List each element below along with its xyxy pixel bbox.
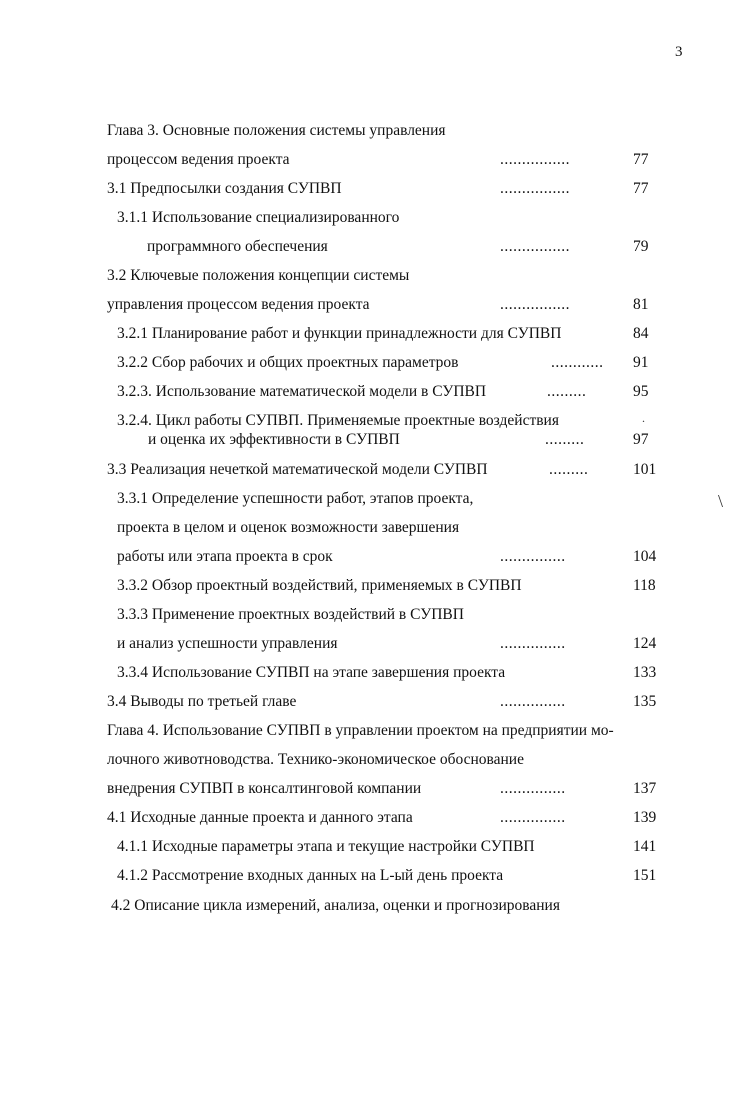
dot-leader: ......... bbox=[549, 461, 589, 478]
dot-leader: ......... bbox=[545, 431, 585, 448]
toc-page-number: 84 bbox=[633, 325, 649, 342]
toc-entry-text: 4.1 Исходные данные проекта и данного этапа bbox=[107, 809, 413, 826]
toc-entry-text: лочного животноводства. Технико-экономическое обоснование bbox=[107, 751, 524, 768]
toc-entry-text: Глава 4. Использование СУПВП в управлении проектом на предприятии мо- bbox=[107, 722, 614, 739]
toc-entry-text: 3.2.2 Сбор рабочих и общих проектных параметров bbox=[117, 354, 459, 371]
page-number: 3 bbox=[675, 44, 683, 60]
toc-entry-text: управления процессом ведения проекта bbox=[107, 296, 370, 313]
toc-entry-text: проекта в целом и оценок возможности завершения bbox=[117, 519, 460, 536]
dot-leader: ................ bbox=[500, 296, 570, 313]
toc-page-number: 91 bbox=[633, 354, 649, 371]
toc-entry-text: 3.3 Реализация нечеткой математической модели СУПВП bbox=[107, 461, 488, 478]
toc-page-number: 104 bbox=[633, 548, 657, 565]
toc-page-number: 77 bbox=[633, 180, 649, 197]
toc-entry-text: 3.3.3 Применение проектных воздействий в СУПВП bbox=[117, 606, 464, 623]
toc-page-number: 151 bbox=[633, 867, 657, 884]
toc-entry-text: 3.2.4. Цикл работы СУПВП. Применяемые проектные воздействия bbox=[117, 412, 559, 429]
toc-page-number: 101 bbox=[633, 461, 657, 478]
dot-leader: ............... bbox=[500, 635, 566, 652]
toc-page-number: 118 bbox=[633, 577, 656, 594]
dot-leader: ............... bbox=[500, 809, 566, 826]
toc-page-number: 79 bbox=[633, 238, 649, 255]
toc-entry-text: внедрения СУПВП в консалтинговой компании bbox=[107, 780, 422, 797]
dot-leader: ................ bbox=[500, 238, 570, 255]
toc-entry-text: работы или этапа проекта в срок bbox=[117, 548, 333, 565]
toc-page-number: 124 bbox=[633, 635, 657, 652]
toc-page-number: 141 bbox=[633, 838, 657, 855]
toc-page-number: 137 bbox=[633, 780, 657, 797]
toc-page-number: 139 bbox=[633, 809, 657, 826]
stray-dot: . bbox=[642, 411, 645, 425]
dot-leader: ............ bbox=[551, 354, 604, 371]
toc-entry-text: и оценка их эффективности в СУПВП bbox=[148, 431, 400, 448]
toc-entry-text: 3.2 Ключевые положения концепции системы bbox=[107, 267, 410, 284]
toc-page-number: 77 bbox=[633, 151, 649, 168]
toc-entry-text: 3.1 Предпосылки создания СУПВП bbox=[107, 180, 342, 197]
dot-leader: ................ bbox=[500, 180, 570, 197]
margin-mark: \ bbox=[718, 491, 724, 511]
dot-leader: ................ bbox=[500, 151, 570, 168]
toc-page-number: 95 bbox=[633, 383, 649, 400]
toc-entry-text: процессом ведения проекта bbox=[107, 151, 290, 168]
toc-entry-text: 4.1.1 Исходные параметры этапа и текущие настройки СУПВП bbox=[117, 838, 535, 855]
toc-entry-text: 3.2.3. Использование математической модели в СУПВП bbox=[117, 383, 487, 400]
toc-page-number: 135 bbox=[633, 693, 657, 710]
toc-entry-text: 3.3.1 Определение успешности работ, этапов проекта, bbox=[117, 490, 474, 507]
toc-page-number: 81 bbox=[633, 296, 649, 313]
toc-page-number: 97 bbox=[633, 431, 649, 448]
dot-leader: ............... bbox=[500, 693, 566, 710]
toc-entry-text: 3.3.2 Обзор проектный воздействий, применяемых в СУПВП bbox=[117, 577, 522, 594]
toc-entry-text: 3.4 Выводы по третьей главе bbox=[107, 693, 297, 710]
toc-entry-text: программного обеспечения bbox=[147, 238, 328, 255]
toc-entry-text: и анализ успешности управления bbox=[117, 635, 338, 652]
toc-entry-text: 4.1.2 Рассмотрение входных данных на L-ый день проекта bbox=[117, 867, 504, 884]
dot-leader: ............... bbox=[500, 548, 566, 565]
dot-leader: ............... bbox=[500, 780, 566, 797]
toc-entry-text: Глава 3. Основные положения системы управления bbox=[107, 122, 446, 139]
dot-leader: ......... bbox=[547, 383, 587, 400]
toc-entry-text: 3.1.1 Использование специализированного bbox=[117, 209, 400, 226]
toc-entry-text: 3.3.4 Использование СУПВП на этапе завершения проекта bbox=[117, 664, 506, 681]
toc-entry-text: 3.2.1 Планирование работ и функции принадлежности для СУПВП bbox=[117, 325, 562, 342]
toc-page-number: 133 bbox=[633, 664, 657, 681]
toc-entry-text: 4.2 Описание цикла измерений, анализа, оценки и прогнозирования bbox=[111, 897, 560, 914]
